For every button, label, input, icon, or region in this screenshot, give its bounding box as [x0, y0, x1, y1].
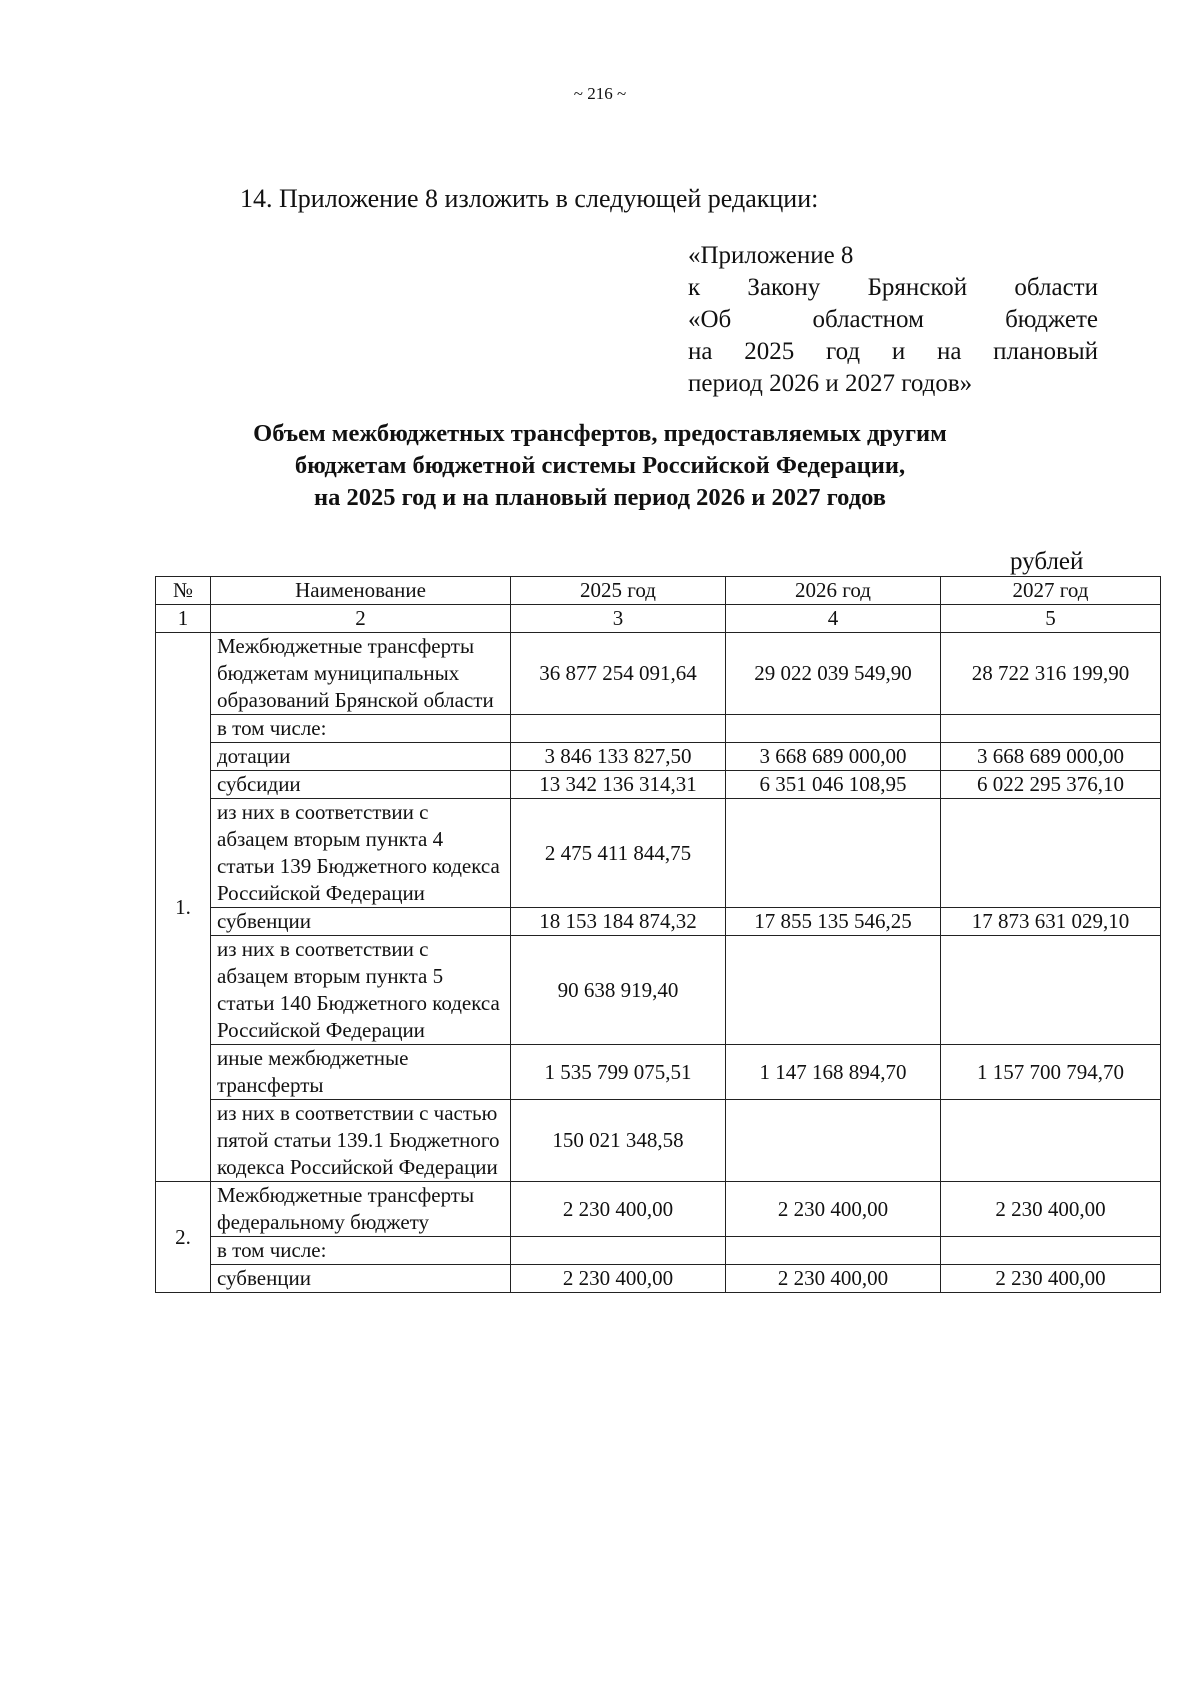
value-2026 [726, 1100, 941, 1182]
column-number: 5 [941, 605, 1161, 633]
value-2025: 90 638 919,40 [511, 936, 726, 1045]
table-row [156, 1100, 1161, 1182]
value-2025: 13 342 136 314,31 [511, 771, 726, 799]
table-row [156, 936, 1161, 1045]
value-2026: 6 351 046 108,95 [726, 771, 941, 799]
page-number: ~ 216 ~ [573, 84, 627, 103]
transfers-table [155, 576, 1161, 1293]
table-row [156, 633, 1161, 715]
appendix-line-1: «Приложение 8 [688, 242, 854, 269]
value-2026: 1 147 168 894,70 [726, 1045, 941, 1100]
appendix-line-5: период 2026 и 2027 годов» [688, 370, 973, 397]
table-row [156, 1265, 1161, 1293]
column-number: 2 [211, 605, 511, 633]
value-2026 [726, 715, 941, 743]
value-2026: 29 022 039 549,90 [726, 633, 941, 715]
header-cell: Наименование [211, 577, 511, 605]
table-row [156, 908, 1161, 936]
row-name: в том числе: [211, 715, 511, 743]
row-name: в том числе: [211, 1237, 511, 1265]
value-2025: 2 475 411 844,75 [511, 799, 726, 908]
row-number: 2. [156, 1182, 211, 1293]
column-number: 3 [511, 605, 726, 633]
value-2027 [941, 1237, 1161, 1265]
row-name: Межбюджетные трансферты бюджетам муниципальных образований Брянской области [211, 633, 511, 715]
value-2025: 1 535 799 075,51 [511, 1045, 726, 1100]
header-cell: № [156, 577, 211, 605]
header-cell: 2027 год [941, 577, 1161, 605]
value-2026 [726, 1237, 941, 1265]
document-title [180, 418, 1020, 514]
appendix-line-3: «Об областном бюджете [688, 306, 1098, 333]
amendment-heading: 14. Приложение 8 изложить в следующей редакции: [240, 184, 819, 213]
value-2027 [941, 799, 1161, 908]
row-name: из них в соответствии с частью пятой статьи 139.1 Бюджетного кодекса Российской Федерации [211, 1100, 511, 1182]
value-2027 [941, 1100, 1161, 1182]
appendix-reference [688, 240, 1098, 400]
value-2025: 36 877 254 091,64 [511, 633, 726, 715]
column-number: 4 [726, 605, 941, 633]
table-row [156, 1045, 1161, 1100]
value-2025: 2 230 400,00 [511, 1182, 726, 1237]
table-row [156, 771, 1161, 799]
value-2026: 2 230 400,00 [726, 1182, 941, 1237]
value-2027: 28 722 316 199,90 [941, 633, 1161, 715]
value-2026 [726, 799, 941, 908]
value-2025: 3 846 133 827,50 [511, 743, 726, 771]
value-2027: 1 157 700 794,70 [941, 1045, 1161, 1100]
value-2026: 3 668 689 000,00 [726, 743, 941, 771]
header-cell: 2025 год [511, 577, 726, 605]
value-2025: 18 153 184 874,32 [511, 908, 726, 936]
value-2027: 17 873 631 029,10 [941, 908, 1161, 936]
header-row [156, 577, 1161, 605]
value-2027: 3 668 689 000,00 [941, 743, 1161, 771]
table-row [156, 1182, 1161, 1237]
row-name: из них в соответствии с абзацем вторым пункта 4 статьи 139 Бюджетного кодекса Российской Федерации [211, 799, 511, 908]
title-line-2: бюджетам бюджетной системы Российской Федерации, [294, 452, 906, 479]
value-2027: 6 022 295 376,10 [941, 771, 1161, 799]
row-number: 1. [156, 633, 211, 1182]
row-name: иные межбюджетные трансферты [211, 1045, 511, 1100]
value-2027: 2 230 400,00 [941, 1265, 1161, 1293]
row-name: субвенции [211, 1265, 511, 1293]
row-name: субвенции [211, 908, 511, 936]
column-number-row [156, 605, 1161, 633]
table-row [156, 743, 1161, 771]
value-2025 [511, 715, 726, 743]
title-line-1: Объем межбюджетных трансфертов, предоставляемых другим [253, 420, 947, 447]
value-2025: 2 230 400,00 [511, 1265, 726, 1293]
value-2027: 2 230 400,00 [941, 1182, 1161, 1237]
value-2027 [941, 936, 1161, 1045]
row-name: из них в соответствии с абзацем вторым пункта 5 статьи 140 Бюджетного кодекса Российской Федерации [211, 936, 511, 1045]
value-2025 [511, 1237, 726, 1265]
table-row [156, 1237, 1161, 1265]
table-row [156, 715, 1161, 743]
value-2027 [941, 715, 1161, 743]
value-2026: 2 230 400,00 [726, 1265, 941, 1293]
row-name: Межбюджетные трансферты федеральному бюджету [211, 1182, 511, 1237]
value-2026 [726, 936, 941, 1045]
appendix-line-2: к Закону Брянской области [688, 274, 1098, 301]
appendix-line-4: на 2025 год и на плановый [688, 338, 1098, 365]
unit-label: рублей [1010, 548, 1084, 575]
column-number: 1 [156, 605, 211, 633]
value-2025: 150 021 348,58 [511, 1100, 726, 1182]
row-name: дотации [211, 743, 511, 771]
value-2026: 17 855 135 546,25 [726, 908, 941, 936]
table-row [156, 799, 1161, 908]
header-cell: 2026 год [726, 577, 941, 605]
title-line-3: на 2025 год и на плановый период 2026 и 2027 годов [313, 484, 886, 511]
row-name: субсидии [211, 771, 511, 799]
